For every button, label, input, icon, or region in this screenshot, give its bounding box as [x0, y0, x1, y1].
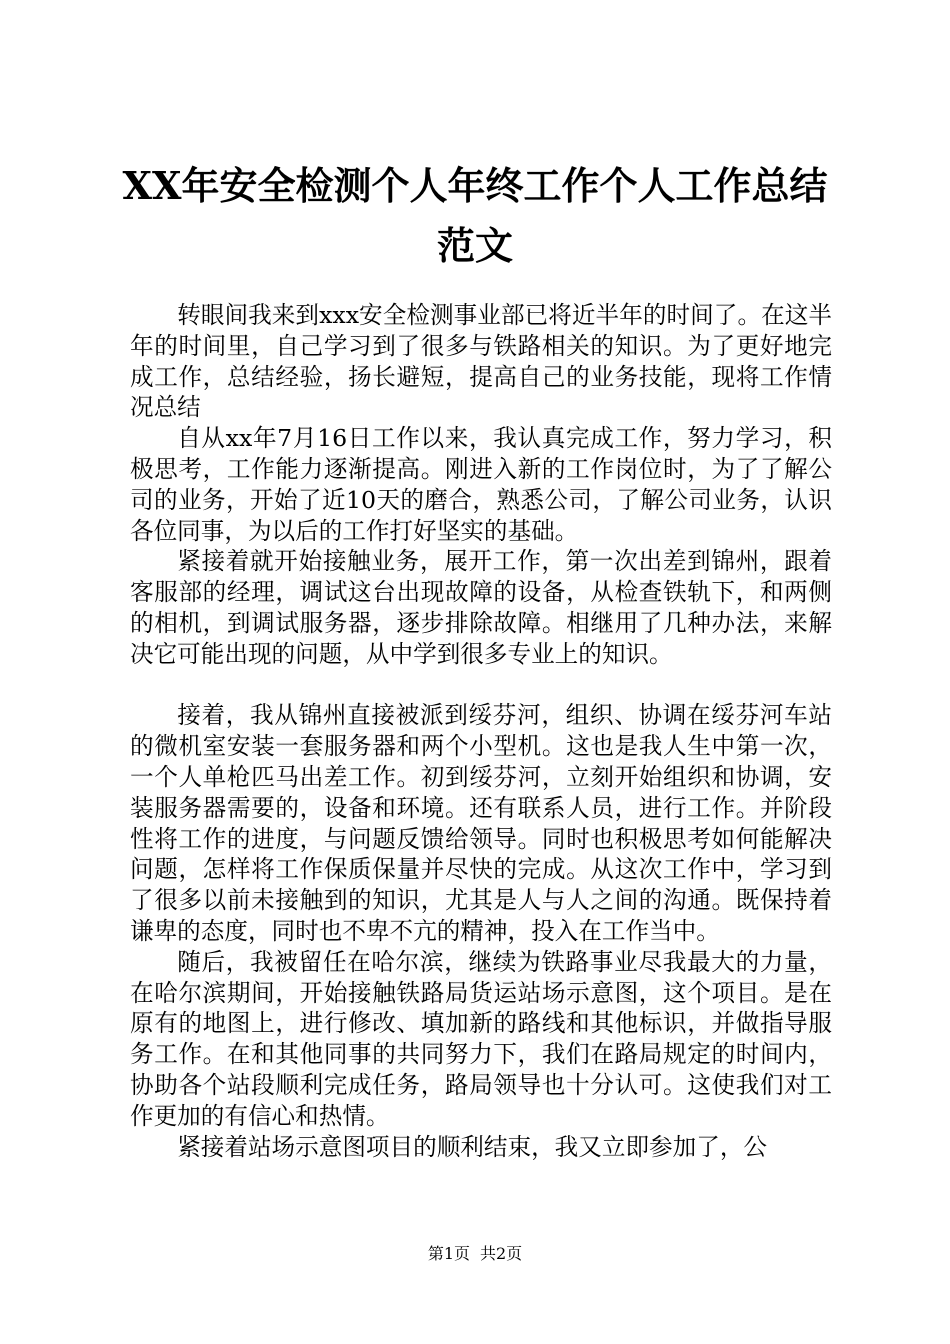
paragraph: 紧接着站场示意图项目的顺利结束，我又立即参加了，公 [177, 1132, 768, 1161]
page-footer [0, 1243, 950, 1265]
paragraph: 转眼间我来到xxx安全检测事业部已将近半年的时间了。在这半年的时间里，自己学习到了很多与铁路相关的知识。为了更好地完成工作，总结经验，扬长避短，提高自己的业务技能，现将工作情况总结 [130, 301, 832, 422]
page-total: 共2页 [480, 1244, 523, 1263]
paragraph: 紧接着就开始接触业务，展开工作，第一次出差到锦州，跟着客服部的经理，调试这台出现故障的设备，从检查铁轨下，和两侧的相机，到调试服务器，逐步排除故障。相继用了几种办法，来解决它可能出现的问题，从中学到很多专业上的知识。 [130, 547, 832, 668]
paragraph: 随后，我被留任在哈尔滨，继续为铁路事业尽我最大的力量，在哈尔滨期间，开始接触铁路局货运站场示意图，这个项目。是在原有的地图上，进行修改、填加新的路线和其他标识，并做指导服务工作。在和其他同事的共同努力下，我们在路局规定的时间内，协助各个站段顺利完成任务，路局领导也十分认可。这使我们对工作更加的有信心和热情。 [130, 947, 832, 1130]
document-body [130, 300, 832, 1162]
page-number: 第1页 [427, 1244, 470, 1263]
paragraph: 自从xx年7月16日工作以来，我认真完成工作，努力学习，积极思考，工作能力逐渐提高。刚进入新的工作岗位时，为了了解公司的业务，开始了近10天的磨合，熟悉公司，了解公司业务，认识各位同事，为以后的工作打好坚实的基础。 [130, 424, 832, 545]
document-title: XX年安全检测个人年终工作个人工作总结范文 [122, 163, 828, 268]
paragraph: 接着，我从锦州直接被派到绥芬河，组织、协调在绥芬河车站的微机室安装一套服务器和两个小型机。这也是我人生中第一次，一个人单枪匹马出差工作。初到绥芬河，立刻开始组织和协调，安装服务器需要的，设备和环境。还有联系人员，进行工作。并阶段性将工作的进度，与问题反馈给领导。同时也积极思考如何能解决问题，怎样将工作保质保量并尽快的完成。从这次工作中，学习到了很多以前未接触到的知识，尤其是人与人之间的沟通。既保持着谦卑的态度，同时也不卑不亢的精神，投入在工作当中。 [130, 701, 832, 945]
